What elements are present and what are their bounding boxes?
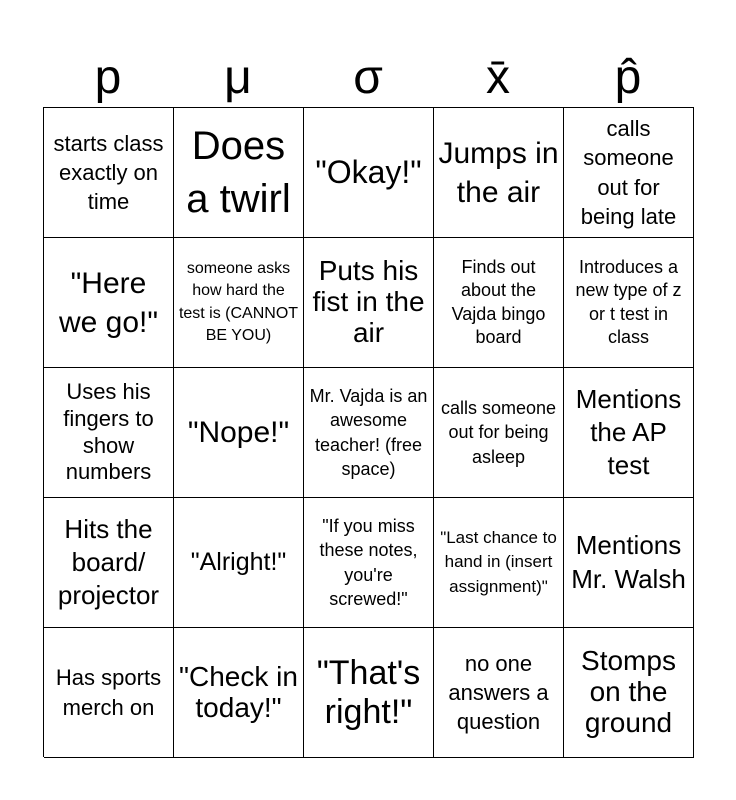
bingo-cell[interactable]: Does a twirl [174,108,304,238]
bingo-cell[interactable]: Introduces a new type of z or t test in class [564,238,694,368]
bingo-header [43,48,693,108]
bingo-cell[interactable]: "Last chance to hand in (insert assignment)" [434,498,564,628]
bingo-cell[interactable]: "That's right!" [304,628,434,758]
header-letter-p-hat: p̂ [614,51,642,104]
bingo-cell[interactable]: "Nope!" [174,368,304,498]
bingo-cell[interactable]: Finds out about the Vajda bingo board [434,238,564,368]
bingo-cell[interactable]: Has sports merch on [44,628,174,758]
bingo-board [43,107,694,757]
bingo-free-space[interactable]: Mr. Vajda is an awesome teacher! (free space) [304,368,434,498]
bingo-cell[interactable]: "If you miss these notes, you're screwed!" [304,498,434,628]
header-letter-mu: μ [224,51,252,104]
header-letter-sigma: σ [353,51,383,104]
bingo-cell[interactable]: "Here we go!" [44,238,174,368]
bingo-cell[interactable]: someone asks how hard the test is (CANNOT BE YOU) [174,238,304,368]
bingo-cell[interactable]: calls someone out for being late [564,108,694,238]
bingo-cell[interactable]: Hits the board/ projector [44,498,174,628]
bingo-cell[interactable]: Mentions Mr. Walsh [564,498,694,628]
bingo-cell[interactable]: starts class exactly on time [44,108,174,238]
bingo-cell[interactable]: Uses his fingers to show numbers [44,368,174,498]
bingo-cell[interactable]: Mentions the AP test [564,368,694,498]
bingo-cell[interactable]: Stomps on the ground [564,628,694,758]
bingo-cell[interactable]: "Check in today!" [174,628,304,758]
bingo-cell[interactable]: "Okay!" [304,108,434,238]
bingo-cell[interactable]: Jumps in the air [434,108,564,238]
bingo-cell[interactable]: calls someone out for being asleep [434,368,564,498]
bingo-cell[interactable]: Puts his fist in the air [304,238,434,368]
header-letter-p: p [94,51,122,104]
bingo-cell[interactable]: no one answers a question [434,628,564,758]
header-letter-x-bar: x̄ [486,51,510,104]
bingo-cell[interactable]: "Alright!" [174,498,304,628]
